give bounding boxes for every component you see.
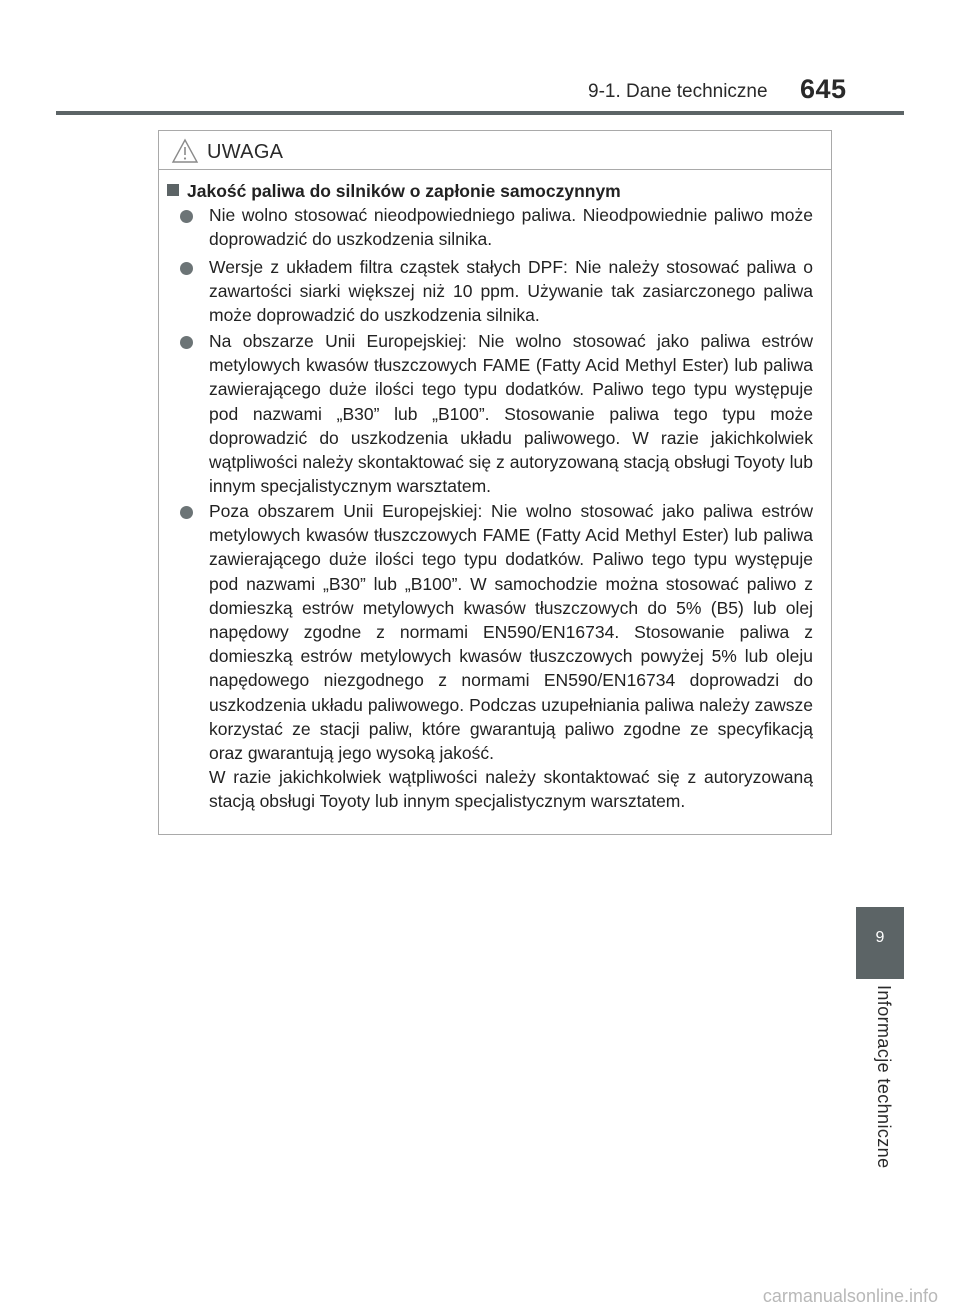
chapter-number: 9: [875, 929, 885, 946]
chapter-tab: [856, 907, 904, 979]
warning-subheading: Jakość paliwa do silników o zapłonie samoczynnym: [167, 181, 621, 202]
header-divider: [56, 111, 904, 115]
bullet-dot-icon: [180, 210, 193, 223]
page-number: 645: [800, 74, 847, 104]
section-title: 9-1. Dane techniczne: [588, 81, 768, 102]
chapter-label: Informacje techniczne: [874, 985, 894, 1169]
square-bullet-icon: [167, 184, 179, 196]
warning-bullet: [173, 203, 813, 251]
warning-bullet: [173, 499, 813, 814]
bullet-dot-icon: [180, 506, 193, 519]
warning-bullet: [173, 329, 813, 498]
warning-box: [158, 130, 832, 835]
warning-triangle-icon: [171, 138, 199, 164]
warning-title: UWAGA: [207, 141, 284, 163]
bullet-text: Poza obszarem Unii Europejskiej: Nie wolno stosować jako paliwa estrów metylowych kwasów tłuszczowych FAME (Fatty Acid Methyl Ester) lub paliwa zawierającego duże ilości tego typu dodatków. Paliwo tego typu występuje pod nazwami „B30” lub „B100”. W samochodzie można stosować paliwo z domieszką estrów metylowych kwasów tłuszczowych do 5% (B5) lub olej napędowy zgodne z normami EN590/EN16734. Stosowanie paliwa z domieszką estrów metylowych kwasów tłuszczowych powyżej 5% lub oleju napędowego niezgodnego z normami EN590/EN16734 doprowadzi do uszkodzenia układu paliwowego. Podczas uzupełniania paliwa należy zawsze korzystać ze stacji paliw, które gwarantują paliwo zgodne ze specyfikacją oraz gwarantują jego wysoką jakość.: [209, 501, 813, 764]
bullet-text-note: W razie jakichkolwiek wątpliwości należy skontaktować się z autoryzowaną stacją obsługi Toyoty lub innym specjalistycznym warsztatem.: [209, 767, 813, 812]
bullet-text: Nie wolno stosować nieodpowiedniego paliwa. Nieodpowiednie paliwo może doprowadzić do uszkodzenia silnika.: [209, 205, 813, 250]
bullet-text: Wersje z układem filtra cząstek stałych DPF: Nie należy stosować paliwa o zawartości siarki większej niż 10 ppm. Używanie tak zasiarczonego paliwa może doprowadzić do uszkodzenia silnika.: [209, 257, 813, 326]
watermark: carmanualsonline.info: [762, 1286, 938, 1306]
warning-bullet: [173, 255, 813, 328]
bullet-dot-icon: [180, 336, 193, 349]
warning-header: [159, 131, 831, 170]
bullet-text: Na obszarze Unii Europejskiej: Nie wolno stosować jako paliwa estrów metylowych kwasów tłuszczowych FAME (Fatty Acid Methyl Ester) lub paliwa zawierającego duże ilości tego typu dodatków. Paliwo tego typu występuje pod nazwami „B30” lub „B100”. Stosowanie paliwa tego typu może doprowadzić do uszkodzenia układu paliwowego. W razie jakichkolwiek wątpliwości należy skontaktować się z autoryzowaną stacją obsługi Toyoty lub innym specjalistycznym warsztatem.: [209, 331, 813, 497]
bullet-dot-icon: [180, 262, 193, 275]
